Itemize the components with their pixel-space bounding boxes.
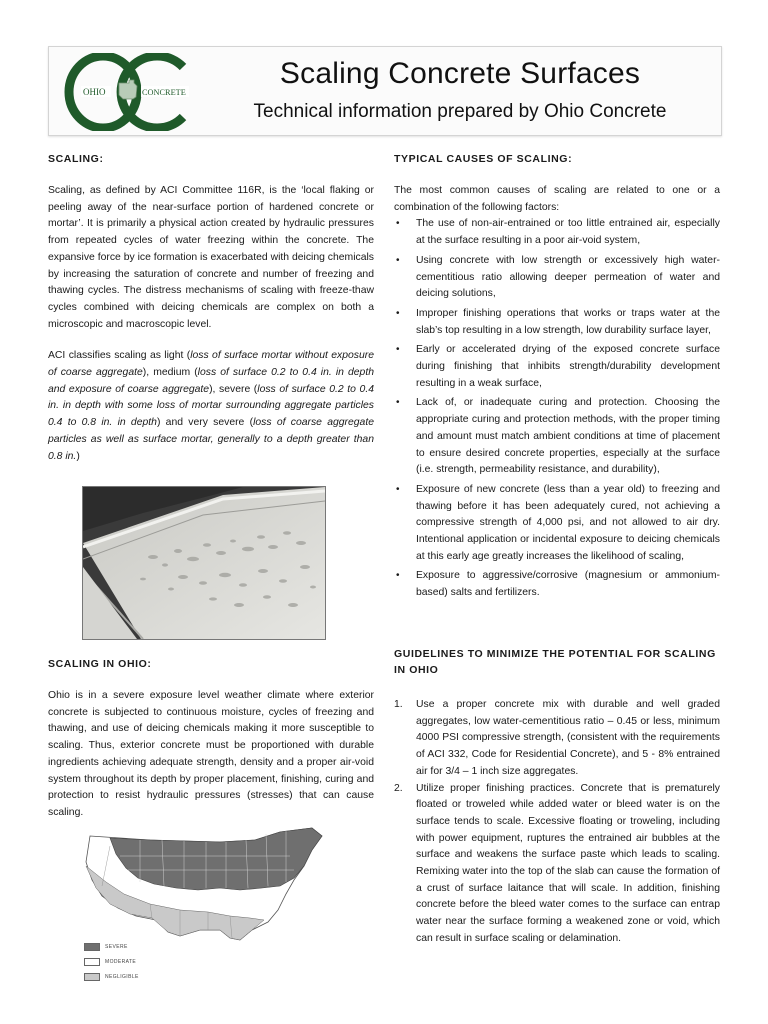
document-header: [48, 46, 722, 136]
causes-intro: The most common causes of scaling are related to one or a combination of the following factors:: [394, 185, 720, 213]
section-scaling: [48, 151, 374, 465]
ohio-concrete-logo: [63, 53, 193, 131]
section-heading-scaling: SCALING:: [48, 153, 104, 165]
legend-swatch-severe: [84, 943, 100, 951]
list-item: • Early or accelerated drying of the exposed concrete surface during finishing that inhibits strength/durability development resulting in a weak surface,: [396, 344, 720, 389]
section-typical-causes: [394, 151, 720, 605]
ohio-paragraph: Ohio is in a severe exposure level weather climate where exterior concrete is subjected to continuous moisture, cycles of freezing and thawing, and use of deicing chemicals making it more susceptible to scaling. Thus, exterior concrete must be proportioned with durable ingredients achieving adequate strength, density and a proper air-void system throughout its depth by proper placement, finishing, curing and protection to resist hydraulic pressures (stresses) that can cause scaling.: [48, 690, 374, 818]
scaling-paragraph-1: Scaling, as defined by ACI Committee 116R, is the ‘local flaking or peeling away of the near-surface portion of hardened concrete or mortar’. It is primarily a physical action created by hydraulic pressures from repeated cycles of water freezing within the concrete. The expansive force by ice formation is exacerbated with deicing chemicals by increasing the saturation of concrete and number of freezing and thawing cycles. The distress mechanisms of scaling with freeze-thaw cycles combined with deicing chemicals are complex on both a microscopic and macroscopic level.: [48, 185, 374, 330]
scaling-paragraph-classification: ACI classifies scaling as light (loss of surface mortar without exposure of coarse aggregate), medium (loss of surface 0.2 to 0.4 in. in depth and exposure of coarse aggregate), severe (loss of surface 0.2 to 0.4 in. in depth with some loss of mortar surrounding aggregate particles 0.4 to 0.8 in. in depth) and very severe (loss of coarse aggregate particles as well as surface mortar, generally to a depth greater than 0.8 in.): [48, 350, 374, 462]
list-item: 2. Utilize proper finishing practices. Concrete that is prematurely floated or troweled while added water or bleed water is on the surface tends to scale. Excessive floating or troweling, including with power equipment, ruptures the entrained air bubbles at the surface and weakens the surface paste which leads to scaling. Remixing water into the top of the slab can cause the formation of a crust of surface laitance that will scale. In addition, finishing concrete before the bleed water comes to the surface can entrap water near the surface forming a weakened zone or void, which can result in surface scaling or delamination.: [394, 782, 720, 944]
page-subtitle: Technical information prepared by Ohio Concrete: [253, 101, 667, 122]
section-heading-typical-causes: TYPICAL CAUSES OF SCALING:: [394, 153, 573, 165]
list-item: • Using concrete with low strength or excessively high water-cementitious ratio allowing deeper permeation of water and deicing solutions,: [396, 254, 720, 300]
list-item: • Exposure of new concrete (less than a year old) to freezing and thawing before it has been adequately cured, not achieving a compressive strength of 4,000 psi, and not allowed to air dry. Intentional application or incidental exposure to deicing chemicals at this early age greatly increases the likelihood of scaling,: [396, 483, 720, 562]
logo-text-concrete: CONCRETE: [142, 88, 186, 97]
list-item: 1. Use a proper concrete mix with durable and well graded aggregates, low water-cementitious ratio – 0.45 or less, minimum 4000 PSI compressive strength, (consistent with the requirements of ACI 332, Code for Residential Concrete), and 5 - 8% entrained air for 3/4 – 1 inch size aggregates.: [394, 699, 720, 777]
section-guidelines: [394, 646, 720, 948]
list-item: • Lack of, or inadequate curing and protection. Choosing the appropriate curing and protection methods, with the proper timing and amount must match ambient conditions at time of placement to ensure desired concrete properties, especially at the surface (i.e. strength, permeability resistance, and durability),: [396, 397, 720, 476]
causes-list: [394, 216, 720, 601]
list-item: • Exposure to aggressive/corrosive (magnesium or ammonium-based) salts and fertilizers.: [396, 570, 720, 599]
guidelines-list: [394, 697, 720, 948]
map-legend: [84, 940, 139, 985]
us-weathering-map: [80, 826, 326, 946]
scaled-concrete-photo: [82, 486, 326, 640]
logo-text-ohio: OHIO: [83, 87, 106, 97]
page-title: Scaling Concrete Surfaces: [279, 57, 641, 90]
legend-swatch-moderate: [84, 958, 100, 966]
section-scaling-in-ohio: [48, 656, 374, 822]
legend-swatch-negligible: [84, 973, 100, 981]
list-item: • Improper finishing operations that works or traps water at the slab’s top resulting in a low strength, low durability surface layer,: [396, 307, 720, 336]
legend-item-moderate: MODERATE: [84, 955, 139, 968]
section-heading-guidelines: GUIDELINES TO MINIMIZE THE POTENTIAL FOR SCALING IN OHIO: [394, 648, 716, 676]
legend-item-negligible: NEGLIGIBLE: [84, 970, 139, 983]
legend-item-severe: SEVERE: [84, 940, 139, 953]
list-item: • The use of non-air-entrained or too little entrained air, especially at the surface resulting in a poor air-void system,: [396, 218, 720, 247]
section-heading-scaling-in-ohio: SCALING IN OHIO:: [48, 658, 152, 670]
